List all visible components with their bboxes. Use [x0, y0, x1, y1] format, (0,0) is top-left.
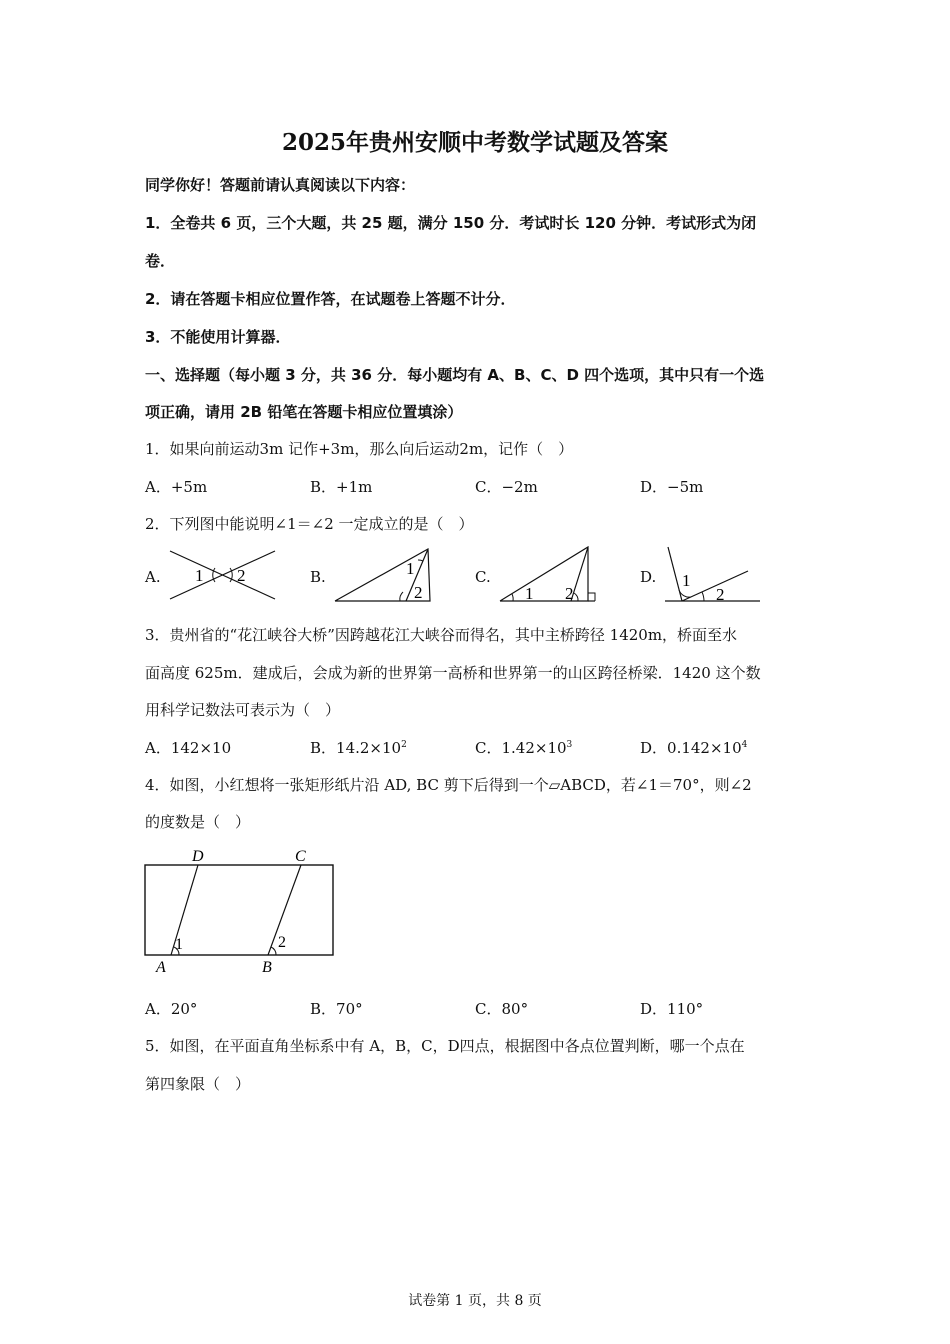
angle-label-1: 1 — [682, 571, 691, 590]
question-3-stem: 3．贵州省的“花江峡谷大桥”因跨越花江大峡谷而得名，其中主桥跨径 1420m，桥面至水 — [145, 626, 738, 644]
question-5-stem: 5．如图，在平面直角坐标系中有 A，B，C，D四点，根据图中各点位置判断，哪一个点在 — [145, 1037, 745, 1055]
angle-label-1: 1 — [175, 936, 183, 953]
q3-option-c: C．$1.42\times 10^3$ — [475, 739, 573, 757]
notice-item-2: 2．请在答题卡相应位置作答，在试题卷上答题不计分． — [145, 290, 516, 308]
q4-option-d: D．110° — [640, 1000, 704, 1018]
question-5-stem-line-2: 第四象限（ ） — [145, 1075, 251, 1093]
q1-option-a: A．+5m — [145, 478, 208, 496]
q1-option-d: D．−5m — [640, 478, 704, 496]
point-label-a: A — [156, 959, 166, 976]
angle-label-2: 2 — [716, 585, 725, 604]
q2-option-a: A. — [145, 568, 161, 586]
point-label-d: D — [192, 848, 204, 865]
point-label-c: C — [295, 848, 306, 865]
point-label-b: B — [262, 959, 272, 976]
angle-label-2: 2 — [278, 934, 286, 951]
question-4-stem-line-2: 的度数是（ ） — [145, 813, 251, 831]
q3-option-a: A．142×10 — [145, 739, 232, 757]
question-4-stem: 4．如图，小红想将一张矩形纸片沿 AD, BC 剪下后得到一个▱ABCD，若∠1＝70°，则∠2 — [145, 776, 752, 794]
q1-option-c: C．−2m — [475, 478, 538, 496]
q2-figure-a — [165, 546, 280, 606]
question-3-stem-line-3: 用科学记数法可表示为（ ） — [145, 701, 341, 719]
q2-option-c: C. — [475, 568, 491, 586]
page-footer: 试卷第 1 页，共 8 页 — [408, 1293, 542, 1309]
angle-label-1: 1 — [406, 559, 415, 578]
q3-option-b: B．$14.2\times 10^2$ — [310, 739, 407, 757]
page-title: 2025年贵州安顺中考数学试题及答案 — [281, 129, 668, 156]
q2-figure-b — [330, 544, 435, 606]
q3-option-d: D．$0.142\times 10^4$ — [640, 739, 748, 757]
notice-greeting: 同学你好！答题前请认真阅读以下内容： — [145, 176, 416, 194]
q1-option-b: B．+1m — [310, 478, 373, 496]
notice-item-3: 3．不能使用计算器． — [145, 328, 291, 346]
notice-item-1-cont: 卷． — [145, 252, 176, 270]
angle-label-2: 2 — [414, 583, 423, 602]
question-3-stem-line-2: 面高度 625m．建成后，会成为新的世界第一高桥和世界第一的山区跨径桥梁．1420 这个数 — [145, 664, 761, 682]
q2-option-b: B. — [310, 568, 326, 586]
question-1-stem: 1．如果向前运动3m 记作+3m，那么向后运动2m，记作（ ） — [145, 440, 574, 458]
q2-option-d: D. — [640, 568, 657, 586]
angle-label-2: 2 — [237, 566, 246, 585]
angle-label-1: 1 — [195, 566, 204, 585]
notice-item-1: 1．全卷共 6 页，三个大题，共 25 题，满分 150 分．考试时长 120 分钟．考试形式为闭 — [145, 214, 757, 232]
q2-figure-c — [495, 542, 600, 606]
angle-label-2: 2 — [565, 584, 574, 603]
section-heading-cont: 项正确，请用 2B 铅笔在答题卡相应位置填涂） — [145, 403, 463, 421]
q2-figure-d — [660, 544, 765, 606]
section-heading: 一、选择题（每小题 3 分，共 36 分．每小题均有 A、B、C、D 四个选项，其中只有一个选 — [145, 366, 765, 384]
q4-option-b: B．70° — [310, 1000, 363, 1018]
q4-figure-rectangle — [135, 843, 345, 978]
question-2-stem: 2．下列图中能说明∠1＝∠2 一定成立的是（ ） — [145, 515, 474, 533]
angle-label-1: 1 — [525, 584, 534, 603]
q4-option-c: C．80° — [475, 1000, 529, 1018]
q4-option-a: A．20° — [145, 1000, 198, 1018]
